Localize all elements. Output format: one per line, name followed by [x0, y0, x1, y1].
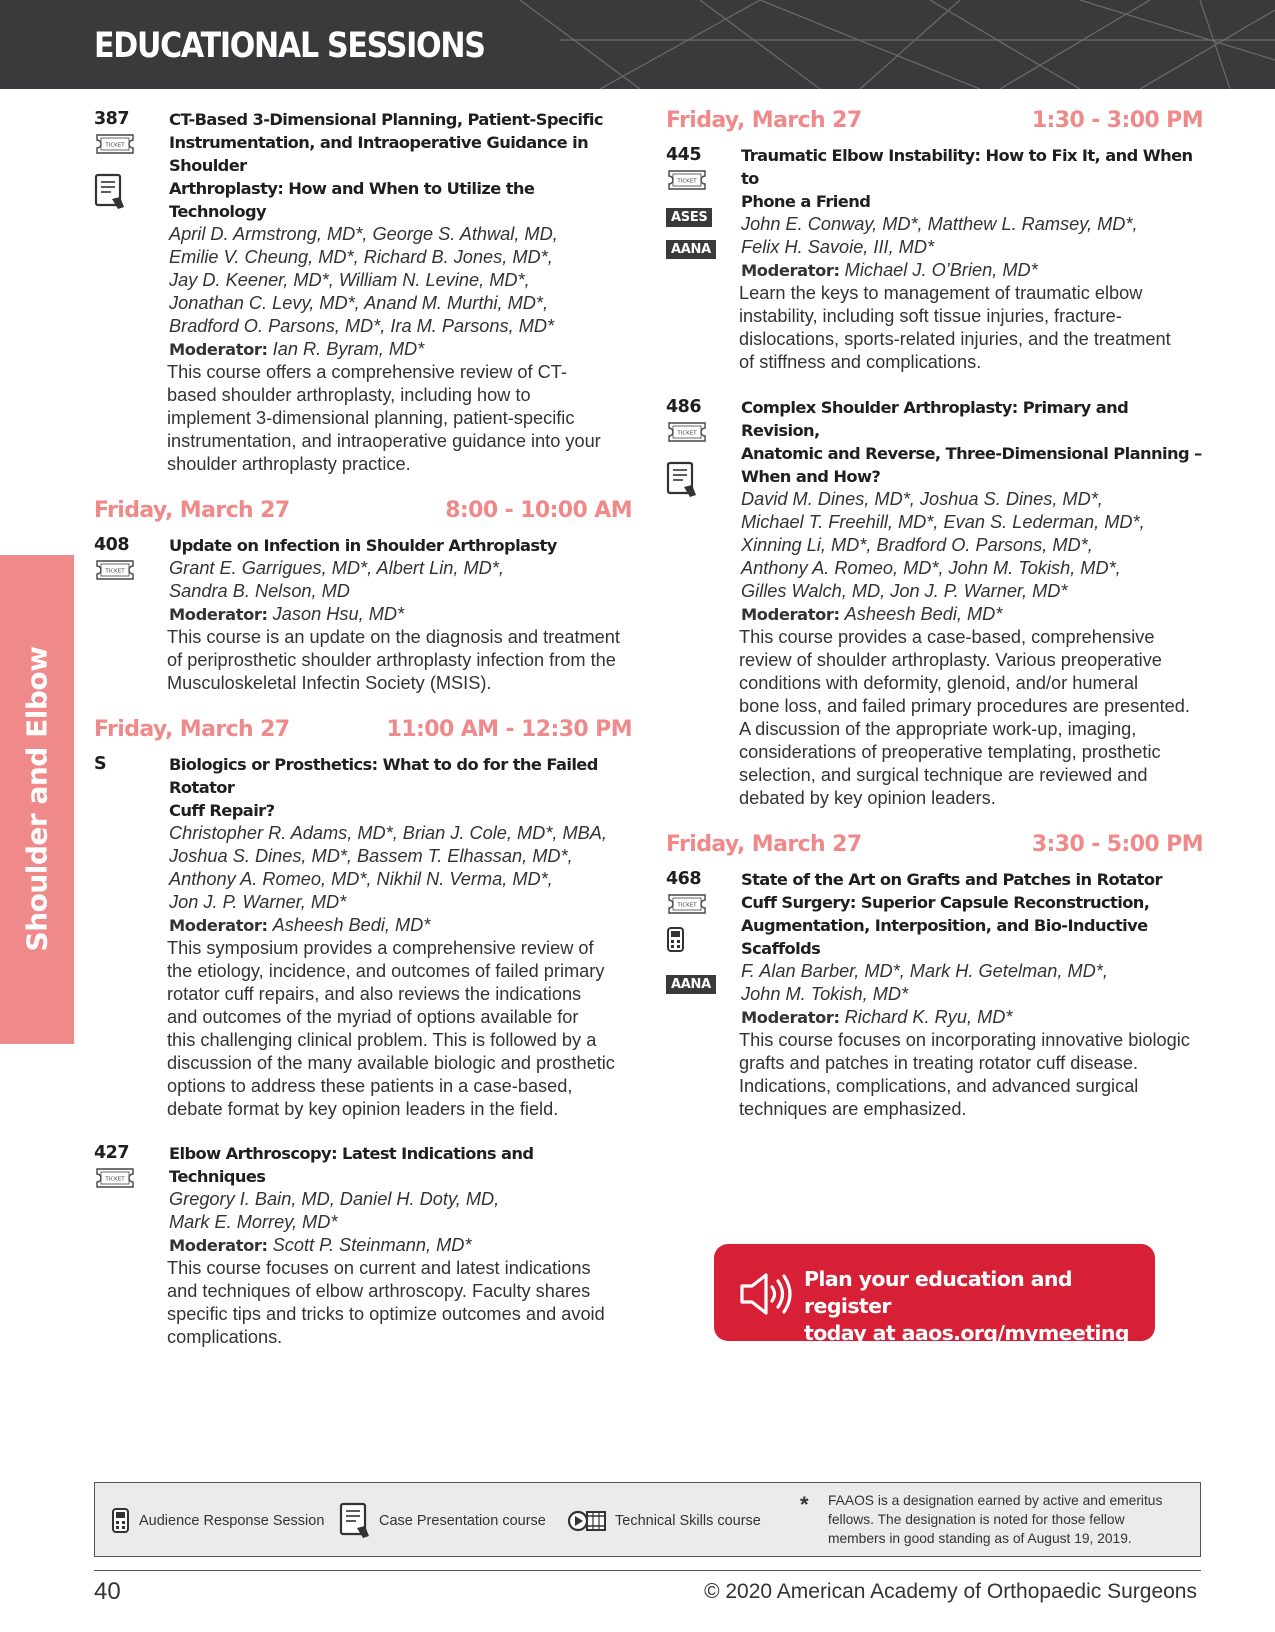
legend-label: Audience Response Session: [139, 1512, 325, 1529]
faculty-line: Gilles Walch, MD, Jon J. P. Warner, MD*: [741, 581, 1068, 601]
ases-badge: ASES: [666, 208, 712, 227]
faculty-line: Anthony A. Romeo, MD*, John M. Tokish, MD*,: [741, 558, 1121, 578]
moderator: [169, 338, 632, 361]
moderator-label: Moderator:: [741, 605, 840, 624]
moderator: [169, 1234, 632, 1257]
description-line: of stiffness and complications.: [739, 352, 982, 372]
moderator-label: Moderator:: [169, 605, 268, 624]
aana-badge: AANA: [666, 240, 716, 259]
ticket-icon-label: TICKET: [677, 430, 697, 437]
moderator-name: Scott P. Steinmann, MD*: [272, 1235, 472, 1255]
description-line: Musculoskeletal Infectin Society (MSIS).: [167, 673, 492, 693]
ticket-icon: [94, 1167, 136, 1189]
session-time: 8:00 - 10:00 AM: [445, 498, 632, 523]
description-line: of periprosthetic shoulder arthroplasty infection from the: [167, 650, 616, 670]
ticket-icon: [666, 893, 708, 915]
session-title-line: Traumatic Elbow Instability: How to Fix It, and When to: [741, 146, 1193, 188]
moderator-name: Ian R. Byram, MD*: [272, 339, 425, 359]
session-445: [666, 144, 1203, 374]
moderator: [169, 914, 632, 937]
moderator-label: Moderator:: [741, 1008, 840, 1027]
legend-audience-response: [111, 1483, 324, 1558]
description-line: This course offers a comprehensive review of CT-: [167, 362, 567, 382]
faculty-line: John M. Tokish, MD*: [741, 984, 909, 1004]
speaker-icon: [738, 1272, 794, 1316]
note-line: members in good standing as of August 19, 2019.: [828, 1531, 1132, 1546]
session-title-line: CT-Based 3-Dimensional Planning, Patient-Specific: [169, 110, 603, 129]
description-line: and techniques of elbow arthroscopy. Faculty shares: [167, 1281, 591, 1301]
session-title-line: Instrumentation, and Intraoperative Guidance in Shoulder: [169, 133, 589, 175]
page-title: EDUCATIONAL SESSIONS: [94, 26, 485, 66]
description-line: conditions with deformity, glenoid, and/or humeral: [739, 673, 1138, 693]
faculty-line: April D. Armstrong, MD*, George S. Athwal, MD,: [169, 224, 558, 244]
legend-technical-skills: [567, 1483, 761, 1558]
session-number: 468: [666, 869, 702, 889]
copyright: © 2020 American Academy of Orthopaedic Surgeons: [704, 1580, 1197, 1603]
ticket-icon-label: TICKET: [677, 902, 697, 909]
description-line: debate format by key opinion leaders in the field.: [167, 1099, 559, 1119]
left-column: [94, 108, 632, 1349]
description-line: This course provides a case-based, comprehensive: [739, 627, 1155, 647]
right-column: [666, 108, 1203, 1121]
ticket-icon: [666, 421, 708, 443]
session-s: [94, 753, 632, 1121]
description-line: shoulder arthroplasty practice.: [167, 454, 411, 474]
description-line: This course focuses on incorporating innovative biologic: [739, 1030, 1190, 1050]
faculty-line: Michael T. Freehill, MD*, Evan S. Lederman, MD*,: [741, 512, 1145, 532]
callout-link[interactable]: today at aaos.org/mymeeting: [804, 1321, 1129, 1345]
note-line: fellows. The designation is noted for those fellow: [828, 1512, 1125, 1527]
moderator: [741, 603, 1203, 626]
ticket-icon: [666, 169, 708, 191]
description-line: selection, and surgical technique are reviewed and: [739, 765, 1148, 785]
callout-line: Plan your education and register: [804, 1267, 1073, 1318]
session-title-line: Complex Shoulder Arthroplasty: Primary and Revision,: [741, 398, 1129, 440]
moderator-label: Moderator:: [169, 1236, 268, 1255]
session-486: [666, 396, 1203, 810]
case-presentation-icon: [666, 461, 698, 499]
legend-label: Technical Skills course: [615, 1512, 761, 1529]
session-number: 486: [666, 397, 702, 417]
session-day: Friday, March 27: [94, 717, 290, 742]
moderator: [741, 259, 1203, 282]
register-callout[interactable]: [714, 1244, 1155, 1345]
moderator-name: Asheesh Bedi, MD*: [844, 604, 1003, 624]
session-387: [94, 108, 632, 476]
ticket-icon-label: TICKET: [105, 568, 125, 575]
faculty-line: Joshua S. Dines, MD*, Bassem T. Elhassan, MD*,: [169, 846, 573, 866]
footer-rule: [94, 1570, 1201, 1571]
faculty-line: Gregory I. Bain, MD, Daniel H. Doty, MD,: [169, 1189, 500, 1209]
session-title-line: Phone a Friend: [741, 192, 871, 211]
faculty-line: Anthony A. Romeo, MD*, Nikhil N. Verma, MD*,: [169, 869, 553, 889]
description-line: options to address these patients in a case-based,: [167, 1076, 573, 1096]
day-time-header: [94, 717, 632, 753]
description-line: complications.: [167, 1327, 283, 1347]
day-time-header: [94, 498, 632, 534]
audience-response-icon: [666, 926, 686, 954]
case-presentation-icon: [94, 173, 126, 211]
legend-case-presentation: [339, 1483, 546, 1558]
description-line: Learn the keys to management of traumatic elbow: [739, 283, 1143, 303]
session-time: 11:00 AM - 12:30 PM: [386, 717, 632, 742]
description-line: This course focuses on current and latest indications: [167, 1258, 591, 1278]
session-468: [666, 868, 1203, 1121]
moderator-label: Moderator:: [741, 261, 840, 280]
legend-label: Case Presentation course: [379, 1512, 546, 1529]
audience-response-icon: [111, 1507, 131, 1535]
moderator: [741, 1006, 1203, 1029]
session-408: [94, 534, 632, 695]
description-line: bone loss, and failed primary procedures are presented.: [739, 696, 1190, 716]
description-line: grafts and patches in treating rotator cuff disease.: [739, 1053, 1139, 1073]
session-title-line: When and How?: [741, 467, 881, 486]
note-line: FAAOS is a designation earned by active and emeritus: [828, 1493, 1163, 1508]
page-header: [0, 0, 1275, 89]
ticket-icon-label: TICKET: [105, 142, 125, 149]
session-number: 427: [94, 1143, 130, 1163]
section-side-tab: [0, 555, 74, 1044]
page-number: 40: [94, 1578, 121, 1605]
faculty-line: Felix H. Savoie, III, MD*: [741, 237, 935, 257]
description-line: This course is an update on the diagnosis and treatment: [167, 627, 620, 647]
description-line: this challenging clinical problem. This is followed by a: [167, 1030, 597, 1050]
day-time-header: [666, 832, 1203, 868]
faculty-line: Christopher R. Adams, MD*, Brian J. Cole, MD*, MBA,: [169, 823, 607, 843]
faculty-line: Grant E. Garrigues, MD*, Albert Lin, MD*,: [169, 558, 504, 578]
session-number: 445: [666, 145, 702, 165]
description-line: techniques are emphasized.: [739, 1099, 967, 1119]
faculty-line: Mark E. Morrey, MD*: [169, 1212, 338, 1232]
aana-badge: AANA: [666, 975, 716, 994]
day-time-header: [666, 108, 1203, 144]
moderator-name: Asheesh Bedi, MD*: [272, 915, 431, 935]
icon-legend: [94, 1482, 1201, 1557]
description-line: This symposium provides a comprehensive review of: [167, 938, 594, 958]
description-line: debated by key opinion leaders.: [739, 788, 996, 808]
description-line: considerations of preoperative templating, prosthetic: [739, 742, 1161, 762]
description-line: the etiology, incidence, and outcomes of failed primary: [167, 961, 605, 981]
description-line: A discussion of the appropriate work-up, imaging,: [739, 719, 1137, 739]
session-day: Friday, March 27: [666, 108, 862, 133]
session-title-line: Update on Infection in Shoulder Arthroplasty: [169, 536, 557, 555]
session-427: [94, 1142, 632, 1349]
ticket-icon-label: TICKET: [677, 178, 697, 185]
session-title-line: Augmentation, Interposition, and Bio-Inductive Scaffolds: [741, 916, 1148, 958]
moderator-label: Moderator:: [169, 340, 268, 359]
faculty-line: Jon J. P. Warner, MD*: [169, 892, 347, 912]
faculty-line: Bradford O. Parsons, MD*, Ira M. Parsons, MD*: [169, 316, 555, 336]
session-day: Friday, March 27: [666, 832, 862, 857]
description-line: based shoulder arthroplasty, including how to: [167, 385, 531, 405]
description-line: review of shoulder arthroplasty. Various preoperative: [739, 650, 1162, 670]
session-number: S: [94, 754, 107, 774]
faculty-line: John E. Conway, MD*, Matthew L. Ramsey, MD*,: [741, 214, 1138, 234]
description-line: Indications, complications, and advanced surgical: [739, 1076, 1139, 1096]
description-line: rotator cuff repairs, and also reviews the indications: [167, 984, 582, 1004]
description-line: implement 3-dimensional planning, patient-specific: [167, 408, 575, 428]
session-time: 3:30 - 5:00 PM: [1031, 832, 1203, 857]
technical-skills-icon: [567, 1508, 607, 1534]
session-title-line: Elbow Arthroscopy: Latest Indications and Techniques: [169, 1144, 534, 1186]
faculty-line: F. Alan Barber, MD*, Mark H. Getelman, MD*,: [741, 961, 1108, 981]
description-line: and outcomes of the myriad of options available for: [167, 1007, 579, 1027]
description-line: dislocations, sports-related injuries, and the treatment: [739, 329, 1171, 349]
ticket-icon-label: TICKET: [105, 1176, 125, 1183]
faculty-line: Emilie V. Cheung, MD*, Richard B. Jones, MD*,: [169, 247, 553, 267]
case-presentation-icon: [339, 1502, 371, 1540]
session-day: Friday, March 27: [94, 498, 290, 523]
asterisk: *: [800, 1492, 809, 1517]
faculty-line: Sandra B. Nelson, MD: [169, 581, 350, 601]
description-line: instability, including soft tissue injuries, fracture-: [739, 306, 1122, 326]
session-number: 387: [94, 109, 130, 129]
faculty-line: David M. Dines, MD*, Joshua S. Dines, MD*,: [741, 489, 1103, 509]
moderator-name: Jason Hsu, MD*: [272, 604, 405, 624]
moderator-name: Michael J. O’Brien, MD*: [844, 260, 1038, 280]
description-line: specific tips and tricks to optimize outcomes and avoid: [167, 1304, 605, 1324]
ticket-icon: [94, 559, 136, 581]
faculty-line: Xinning Li, MD*, Bradford O. Parsons, MD*,: [741, 535, 1093, 555]
ticket-icon: [94, 133, 136, 155]
moderator-name: Richard K. Ryu, MD*: [844, 1007, 1013, 1027]
session-title-line: Anatomic and Reverse, Three-Dimensional Planning –: [741, 444, 1202, 463]
session-time: 1:30 - 3:00 PM: [1031, 108, 1203, 133]
session-title-line: Arthroplasty: How and When to Utilize the Technology: [169, 179, 535, 221]
session-title-line: Cuff Repair?: [169, 801, 275, 820]
description-line: discussion of the many available biologic and prosthetic: [167, 1053, 615, 1073]
moderator-label: Moderator:: [169, 916, 268, 935]
session-title-line: State of the Art on Grafts and Patches in Rotator: [741, 870, 1162, 889]
faculty-line: Jonathan C. Levy, MD*, Anand M. Murthi, MD*,: [169, 293, 549, 313]
side-tab-label: Shoulder and Elbow: [20, 646, 54, 952]
moderator: [169, 603, 632, 626]
session-title-line: Biologics or Prosthetics: What to do for the Failed Rotator: [169, 755, 598, 797]
description-line: instrumentation, and intraoperative guidance into your: [167, 431, 601, 451]
session-title-line: Cuff Surgery: Superior Capsule Reconstruction,: [741, 893, 1150, 912]
session-number: 408: [94, 535, 130, 555]
faculty-line: Jay D. Keener, MD*, William N. Levine, MD*,: [169, 270, 530, 290]
